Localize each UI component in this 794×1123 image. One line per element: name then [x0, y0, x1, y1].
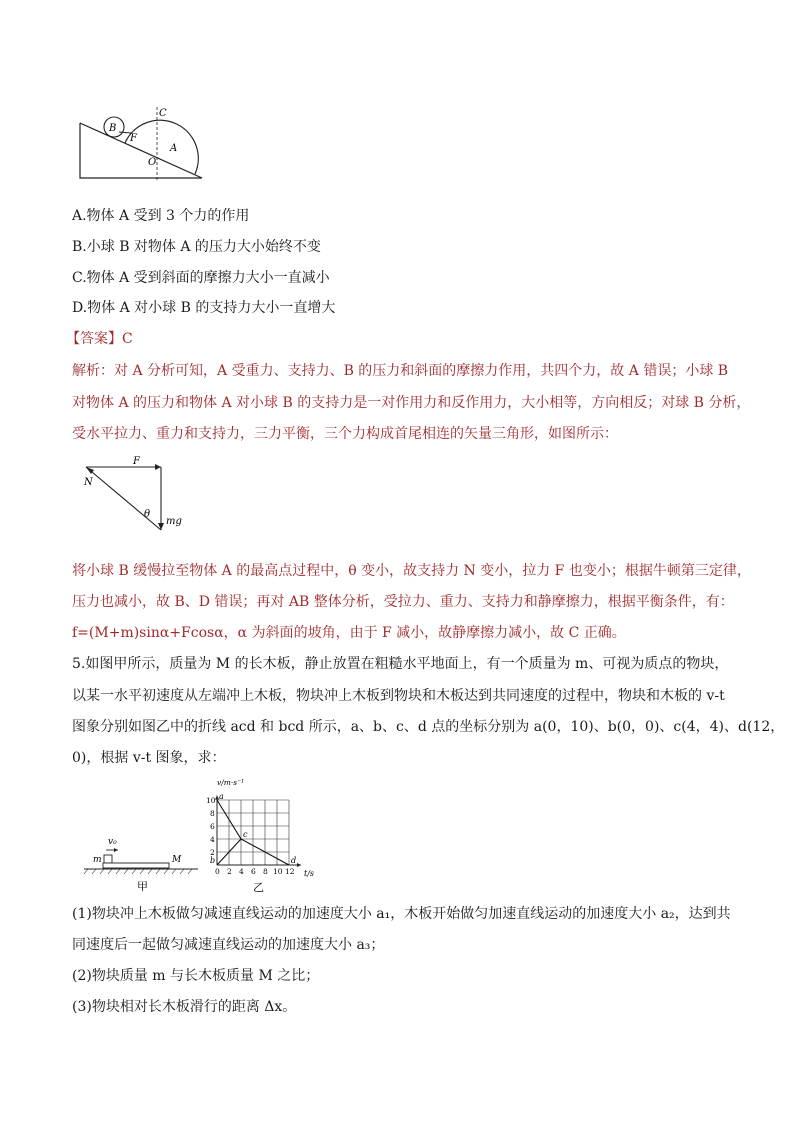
analysis-line-1: 解析：对 A 分析可知，A 受重力、支持力、B 的压力和斜面的摩擦力作用，共四个力，故 A 错误；小球 B: [72, 363, 729, 379]
x-tick-label: 4: [239, 867, 244, 876]
label-v0: v₀: [108, 837, 117, 847]
analysis-line-2: 对物体 A 的压力和物体 A 对小球 B 的支持力是一对作用力和反作用力，大小相等，方向相反；对球 B 分析，: [72, 395, 751, 411]
x-tick-label: 0: [215, 867, 220, 876]
y-tick-label: 4: [210, 835, 215, 844]
option-d: D.物体 A 对小球 B 的支持力大小一直增大: [72, 300, 336, 316]
option-b: B.小球 B 对物体 A 的压力大小始终不变: [72, 239, 321, 255]
x-tick-label: 10: [273, 867, 283, 876]
x-tick-label: 6: [251, 867, 256, 876]
point-label-a: a: [219, 792, 224, 801]
label-f2: F: [133, 456, 140, 467]
label-mg: mg: [166, 516, 182, 527]
problem5-line-1: 5.如图甲所示，质量为 M 的长木板，静止放置在粗糙水平地面上，有一个质量为 m、可视为质点的物块，: [72, 656, 729, 672]
point-label-b: b: [210, 856, 216, 865]
question-1-line-1: (1)物块冲上木板做匀减速直线运动的加速度大小 a₁，木板开始做匀加速直线运动的加速度大小 a₂，达到共: [72, 906, 731, 922]
analysis2-line-2: 压力也减小，故 B、D 错误；再对 AB 整体分析，受拉力、重力、支持力和静摩擦力，根据平衡条件，有：: [72, 594, 734, 610]
caption-jia: 甲: [137, 880, 148, 893]
label-m-big: M: [172, 855, 182, 865]
x-tick-label: 8: [263, 867, 268, 876]
point-label-d: d: [291, 856, 297, 865]
figure-force-triangle: [80, 455, 190, 535]
analysis-line-3: 受水平拉力、重力和支持力，三力平衡，三个力构成首尾相连的矢量三角形，如图所示：: [72, 426, 618, 442]
option-c: C.物体 A 受到斜面的摩擦力大小一直减小: [72, 270, 330, 286]
label-n: N: [84, 477, 93, 488]
x-axis-arrow: [297, 863, 301, 867]
label-theta: θ: [144, 509, 151, 520]
problem5-line-2: 以某一水平初速度从左端冲上木板，物块冲上木板到物块和木板达到共同速度的过程中，物块和木板的 v-t: [72, 688, 725, 704]
label-b: B: [109, 123, 117, 134]
chart-ylabel: v/m·s⁻¹: [217, 778, 245, 787]
y-tick-label: 6: [210, 822, 215, 831]
vt-chart: [196, 776, 320, 896]
x-tick-label: 2: [227, 867, 232, 876]
y-tick-label: 2: [210, 848, 215, 857]
y-tick-label: 8: [210, 809, 215, 818]
question-2: (2)物块质量 m 与长木板质量 M 之比；: [72, 968, 320, 984]
analysis2-line-1: 将小球 B 缓慢拉至物体 A 的最高点过程中，θ 变小，故支持力 N 变小，拉力 F 也变小；根据牛顿第三定律，: [72, 563, 751, 579]
y-tick-label: 10: [206, 796, 216, 805]
option-a: A.物体 A 受到 3 个力的作用: [72, 208, 250, 224]
label-a: A: [170, 143, 178, 154]
problem5-line-3: 图象分别如图乙中的折线 acd 和 bcd 所示，a、b、c、d 点的坐标分别为 a(0，10)、b(0，0)、c(4，4)、d(12，: [72, 719, 785, 735]
point-label-c: c: [243, 830, 248, 839]
figure-incline: [78, 105, 208, 183]
question-1-line-2: 同速度后一起做匀减速直线运动的加速度大小 a₃；: [72, 937, 385, 953]
label-m-small: m: [93, 855, 102, 865]
label-f: F: [130, 133, 137, 144]
answer-label: 【答案】C: [66, 331, 133, 347]
problem5-line-4: 0)，根据 v-t 图象，求：: [72, 750, 226, 766]
x-tick-label: 12: [285, 867, 295, 876]
label-c: C: [159, 108, 167, 119]
question-3: (3)物块相对长木板滑行的距离 Δx。: [72, 999, 297, 1015]
label-o: O: [148, 157, 157, 168]
figure-board: [84, 835, 200, 895]
chart-caption: 乙: [253, 881, 264, 894]
analysis2-line-3: f=(M+m)sinα+Fcosα，α 为斜面的坡角，由于 F 减小，故静摩擦力减小，故 C 正确。: [72, 625, 626, 641]
chart-xlabel: t/s: [304, 869, 315, 878]
